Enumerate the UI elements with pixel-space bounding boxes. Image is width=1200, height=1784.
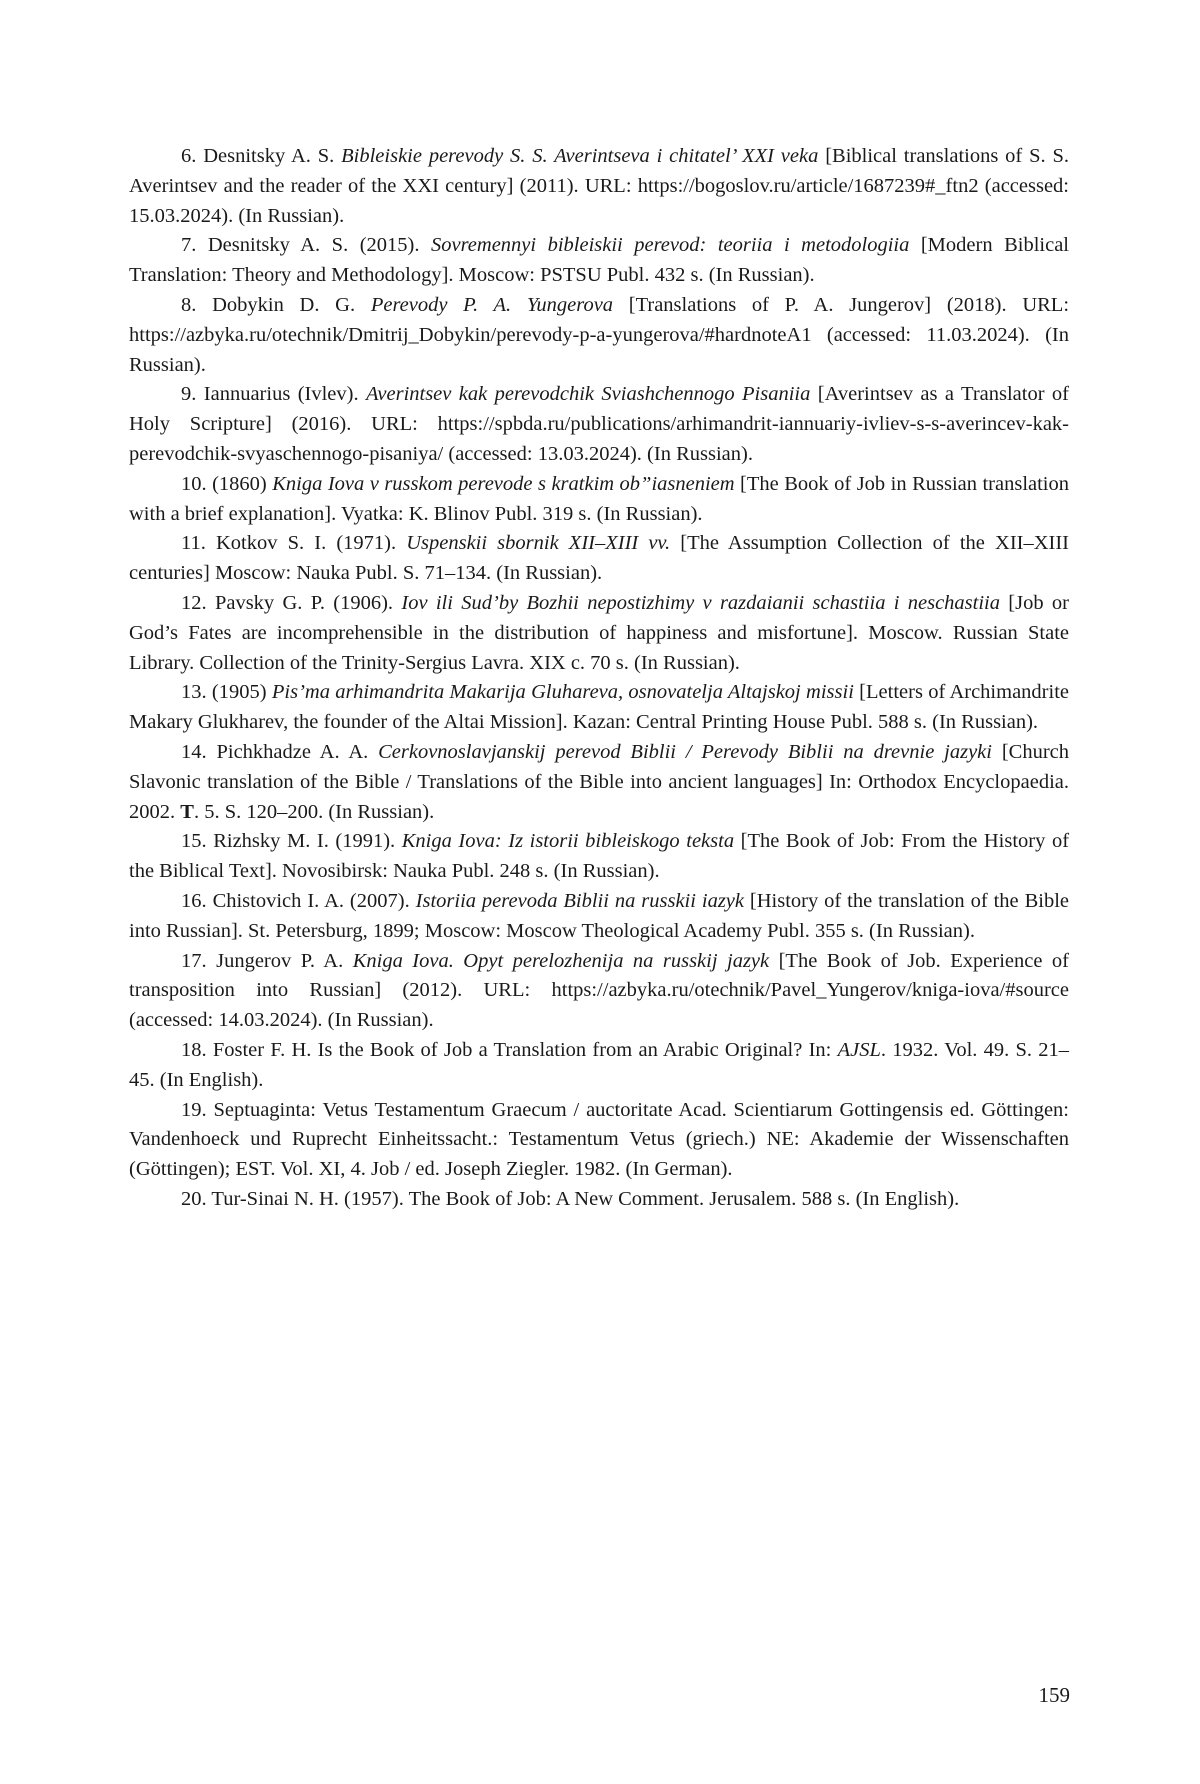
- reference-title: Averintsev kak perevodchik Sviashchennogo Pisaniia: [366, 383, 811, 406]
- reference-number: 14.: [181, 740, 207, 763]
- reference-item: [129, 589, 1069, 678]
- reference-title: Pis’ma arhimandrita Makarija Gluhareva, osnovatelja Altajskoj missii: [271, 681, 854, 704]
- reference-authors: Kotkov S. I. (1971).: [216, 532, 407, 555]
- reference-details: [The Book of Job in Russian translation with a brief explanation]. Vyatka: K. Blinov Publ. 319 s. (In Russian).: [129, 472, 1070, 525]
- reference-number: 12.: [181, 591, 207, 614]
- reference-details: [The Book of Job. Experience of transposition into Russian] (2012). URL: https://azbyka.ru/otechnik/Pavel_Yungerov/kniga-iova/#source (accessed: 14.03.2024). (In Russian).: [129, 949, 1069, 1032]
- reference-number: 18.: [181, 1038, 207, 1061]
- reference-number: 16.: [181, 889, 207, 912]
- reference-item: [129, 231, 1069, 291]
- reference-text: Septuaginta: Vetus Testamentum Graecum / auctoritate Acad. Scientiarum Gottingensis ed. Göttingen: Vandenhoeck und Ruprecht Einheitssacht.: Testamentum Vetus (griech.) NE: Akademie der Wissenschaften (Göttingen); EST. Vol. XI, 4. Job / ed. Joseph Ziegler. 1982. (In German).: [129, 1098, 1070, 1181]
- reference-details: [The Book of Job: From the History of the Biblical Text]. Novosibirsk: Nauka Publ. 248 s. (In Russian).: [129, 830, 1070, 883]
- reference-details: [Job or God’s Fates are incomprehensible in the distribution of happiness and misfortune]. Moscow. Russian State Library. Collection of the Trinity-Sergius Lavra. XIX c. 70 s. (In Russian).: [129, 591, 1069, 674]
- reference-item: [129, 827, 1069, 887]
- reference-item: [129, 887, 1069, 947]
- reference-authors: (1905): [211, 681, 272, 704]
- reference-item: [129, 291, 1069, 380]
- reference-number: 8.: [181, 293, 197, 316]
- reference-item: [129, 947, 1069, 1036]
- reference-volume-mark: T: [180, 800, 194, 823]
- reference-authors: Desnitsky A. S. (2015).: [207, 234, 431, 257]
- reference-authors: Jungerov P. A.: [216, 949, 353, 972]
- reference-title: Istoriia perevoda Biblii na russkii iazyk: [415, 889, 744, 912]
- reference-authors: (1860): [212, 472, 273, 495]
- reference-title: Kniga Iova. Opyt perelozhenija na russkij jazyk: [352, 949, 770, 972]
- reference-title: Iov ili Sud’by Bozhii nepostizhimy v razdaianii schastiia i neschastiia: [401, 591, 1000, 614]
- reference-details: [The Assumption Collection of the XII–XIII centuries] Moscow: Nauka Publ. S. 71–134. (In Russian).: [129, 532, 1070, 585]
- reference-number: 6.: [181, 145, 197, 167]
- reference-item: [129, 142, 1069, 231]
- reference-authors: Pichkhadze A. A.: [216, 740, 379, 763]
- reference-list: [129, 142, 1069, 1215]
- reference-title: Cerkovnoslavjanskij perevod Biblii / Perevody Biblii na drevnie jazyki: [378, 740, 992, 763]
- reference-title: Uspenskii sbornik XII–XIII vv.: [406, 532, 671, 555]
- reference-title: Kniga Iova: Iz istorii bibleiskogo teksta: [401, 830, 735, 853]
- reference-title: Perevody P. A. Yungerova: [370, 293, 614, 316]
- reference-title: Kniga Iova v russkom perevode s kratkim ob”iasneniem: [272, 472, 735, 495]
- reference-number: 7.: [181, 234, 197, 257]
- reference-item: [129, 1185, 1069, 1215]
- reference-item: [129, 678, 1069, 738]
- reference-title: Bibleiskie perevody S. S. Averintseva i chitatel’ XXI veka: [341, 145, 819, 167]
- reference-number: 11.: [181, 532, 206, 555]
- reference-details: [Church Slavonic translation of the Bible / Translations of the Bible into ancient languages] In: Orthodox Encyclopaedia. 2002.: [129, 740, 1069, 823]
- reference-item: [129, 529, 1069, 589]
- reference-details: [Modern Biblical Translation: Theory and Methodology]. Moscow: PSTSU Publ. 432 s. (In Russian).: [129, 234, 1069, 287]
- reference-title: Sovremennyi bibleiskii perevod: teoriia i metodologiia: [430, 234, 910, 257]
- page-number: 159: [1038, 1683, 1070, 1707]
- reference-number: 9.: [181, 383, 197, 406]
- reference-number: 13.: [181, 681, 207, 704]
- reference-authors: Iannuarius (Ivlev).: [203, 383, 366, 406]
- reference-authors: Rizhsky M. I. (1991).: [213, 830, 402, 853]
- reference-details: [Biblical translations of S. S. Averintsev and the reader of the XXI century] (2011). URL: https://bogoslov.ru/article/1687239#_ftn2 (accessed: 15.03.2024). (In Russian).: [129, 145, 1070, 227]
- reference-details-end: . 5. S. 120–200. (In Russian).: [193, 800, 435, 823]
- reference-details: . 1932. Vol. 49. S. 21–45. (In English).: [129, 1038, 1070, 1091]
- reference-number: 10.: [181, 472, 207, 495]
- reference-item: [129, 1036, 1069, 1096]
- reference-number: 20.: [181, 1187, 207, 1210]
- reference-details: [History of the translation of the Bible into Russian]. St. Petersburg, 1899; Moscow: Moscow Theological Academy Publ. 355 s. (In Russian).: [129, 889, 1069, 942]
- reference-number: 15.: [181, 830, 207, 853]
- reference-authors: Desnitsky A. S.: [203, 145, 342, 167]
- reference-number: 17.: [181, 949, 207, 972]
- reference-authors: Pavsky G. P. (1906).: [214, 591, 402, 614]
- reference-title: AJSL: [837, 1038, 881, 1061]
- reference-number: 19.: [181, 1098, 207, 1121]
- reference-authors: Chistovich I. A. (2007).: [212, 889, 416, 912]
- reference-text: Tur-Sinai N. H. (1957). The Book of Job: A New Comment. Jerusalem. 588 s. (In English).: [211, 1187, 960, 1210]
- reference-item: [129, 380, 1069, 469]
- reference-item: [129, 1096, 1069, 1185]
- reference-details: [Translations of P. A. Jungerov] (2018). URL: https://azbyka.ru/otechnik/Dmitrij_Dobykin/perevody-p-a-yungerova/#hardnoteA1 (accessed: 11.03.2024). (In Russian).: [129, 293, 1070, 376]
- reference-item: [129, 470, 1069, 530]
- reference-item: [129, 738, 1069, 827]
- reference-details: [Averintsev as a Translator of Holy Scripture] (2016). URL: https://spbda.ru/publications/arhimandrit-iannuariy-ivliev-s-s-averincev-kak-perevodchik-svyaschennogo-pisaniya/ (accessed: 13.03.2024). (In Russian).: [129, 383, 1070, 465]
- reference-details: [Letters of Archimandrite Makary Glukharev, the founder of the Altai Mission]. Kazan: Central Printing House Publ. 588 s. (In Russian).: [129, 681, 1069, 734]
- reference-authors: Foster F. H. Is the Book of Job a Translation from an Arabic Original? In:: [212, 1038, 838, 1061]
- reference-authors: Dobykin D. G.: [212, 293, 371, 316]
